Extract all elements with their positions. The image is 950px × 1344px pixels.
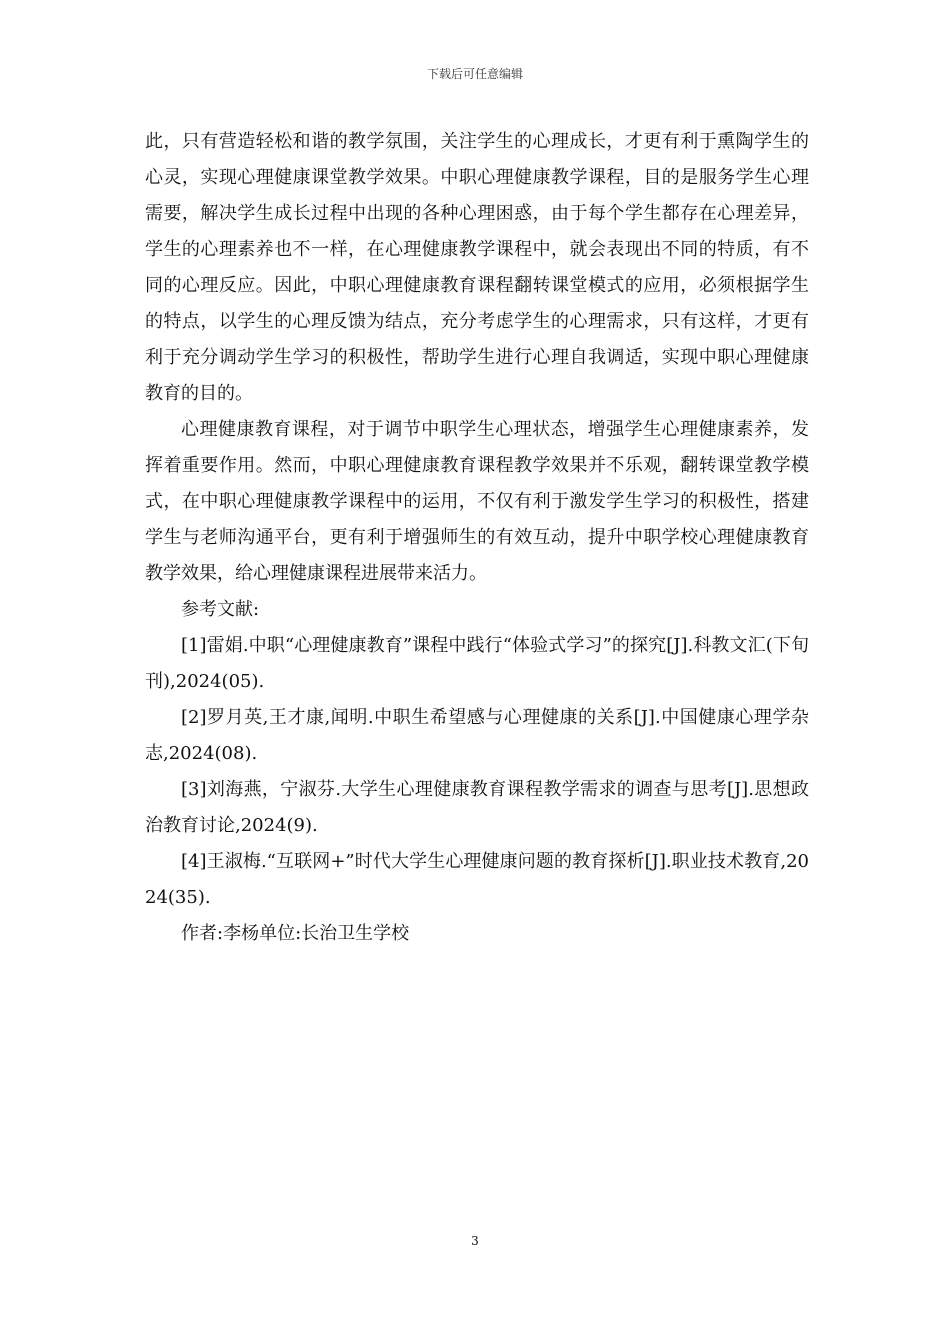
body-paragraph: 心理健康教育课程，对于调节中职学生心理状态，增强学生心理健康素养，发挥着重要作用。然而，中职心理健康教育课程教学效果并不乐观，翻转课堂教学模式，在中职心理健康教学课程中的运用，不仅有利于激发学生学习的积极性，搭建学生与老师沟通平台，更有利于增强师生的有效互动，提升中职学校心理健康教育教学效果，给心理健康课程进展带来活力。 bbox=[145, 419, 809, 584]
references-heading: 参考文献: bbox=[181, 599, 260, 620]
document-body bbox=[145, 124, 809, 952]
reference-item: [2]罗月英,王才康,闻明.中职生希望感与心理健康的关系[J].中国健康心理学杂志,2024(08). bbox=[145, 707, 809, 764]
author-line: 作者:李杨单位:长治卫生学校 bbox=[181, 923, 410, 944]
body-paragraph: 此，只有营造轻松和谐的教学氛围，关注学生的心理成长，才更有利于熏陶学生的心灵，实现心理健康课堂教学效果。中职心理健康教学课程，目的是服务学生心理需要，解决学生成长过程中出现的各种心理困惑，由于每个学生都存在心理差异，学生的心理素养也不一样，在心理健康教学课程中，就会表现出不同的特质，有不同的心理反应。因此，中职心理健康教育课程翻转课堂模式的应用，必须根据学生的特点，以学生的心理反馈为结点，充分考虑学生的心理需求，只有这样，才更有利于充分调动学生学习的积极性，帮助学生进行心理自我调适，实现中职心理健康教育的目的。 bbox=[145, 131, 809, 404]
reference-item: [3]刘海燕，宁淑芬.大学生心理健康教育课程教学需求的调查与思考[J].思想政治教育讨论,2024(9). bbox=[145, 779, 809, 836]
page-header: 下载后可任意编辑 bbox=[426, 67, 523, 81]
page-number: 3 bbox=[471, 1234, 479, 1248]
reference-item: [1]雷娟.中职“心理健康教育”课程中践行“体验式学习”的探究[J].科教文汇(下旬刊),2024(05). bbox=[145, 635, 809, 692]
reference-item: [4]王淑梅.“互联网+”时代大学生心理健康问题的教育探析[J].职业技术教育,2024(35). bbox=[145, 851, 809, 908]
